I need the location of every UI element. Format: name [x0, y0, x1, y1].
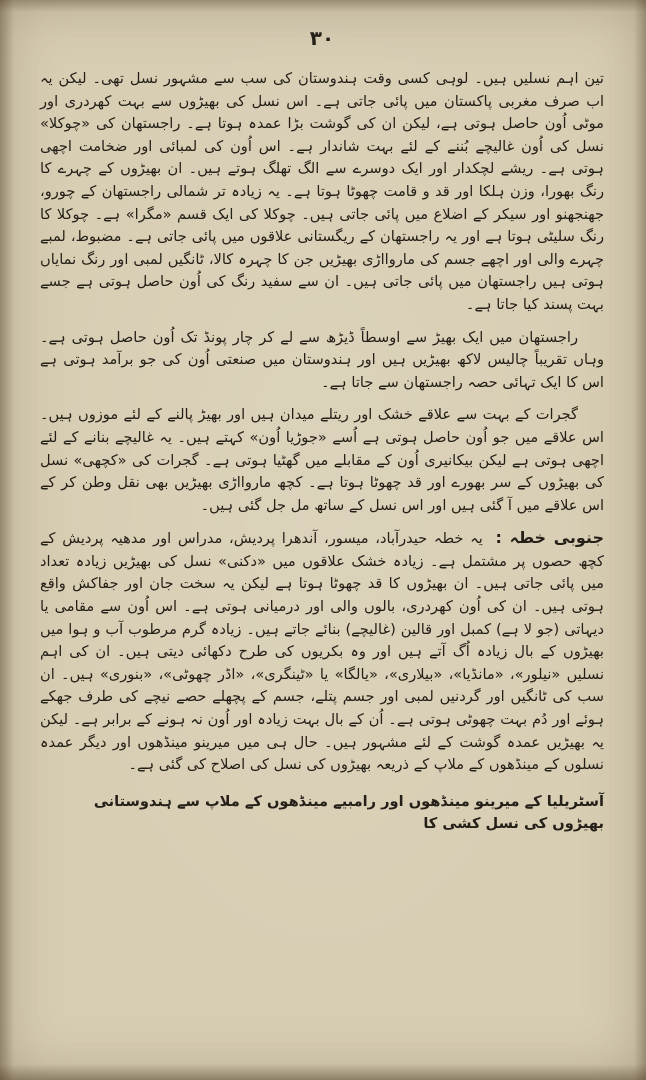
paragraph-gujarat-wool: گجرات کے بہت سے علاقے خشک اور ریتلے میدان ہیں اور بھیڑ پالنے کے لئے موزوں ہیں۔ اس علاقے میں جو اُون حاصل ہوتی ہے اُسے «جوڑیا اُون» کہتے ہیں۔ یہ غالیچے بنانے کے لئے اچھی ہوتی ہے لیکن بیکانیری اُون کے مقابلے میں گھٹیا ہوتی ہے۔ گجرات کی «کچھی» نسل کی بھیڑوں کے سر بھورے اور قد چھوٹا ہوتا ہے۔ کچھ ماروااڑی بھیڑیں بھی نقل وطن کر کے اس علاقے میں آ گئی ہیں اور اس نسل کے ساتھ مل جل گئی ہیں۔: [40, 406, 604, 514]
paragraph-south-region: [40, 527, 604, 777]
paragraph-south-region-text: یہ خطہ حیدرآباد، میسور، آندھرا پردیش، مدراس اور مدھیہ پردیش کے کچھ حصوں پر مشتمل ہے۔ زیادہ خشک علاقوں میں «دکنی» نسل کی بھیڑیں زیادہ تعداد میں پائی جاتی ہیں۔ ان بھیڑوں کا قد چھوٹا ہوتا ہے لیکن یہ سخت جان اور جفاکش واقع ہوتی ہیں۔ ان کی اُون کھردری، بالوں والی اور درمیانی ہوتی ہے۔ اس اُون سے مقامی یا دیہاتی (جو لا ہے) کمبل اور قالین (غالیچے) بنائے جاتے ہیں۔ زیادہ گرم مرطوب آب و ہوا میں بھیڑوں کے بال زیادہ اُگ آتے ہیں اور وہ بکریوں کی طرح دکھائی دیتی ہیں۔ ان کی اہم نسلیں «نیلور»، «مانڈیا»، «بیلاری»، «یالگا» یا «ٹینگری»، «اڈر چھوٹی»، «بنوری» ہیں۔ ان سب کی ٹانگیں اور گردنیں لمبی اور جسم پتلے، جسم کے پچھلے حصے نیچے کی طرف جھکے ہوئے اور دُم بہت چھوٹی ہوتی ہے۔ اُن کے بال بہت زیادہ اور اُون نہ ہونے کے برابر ہے۔ لیکن یہ بھیڑیں عمدہ گوشت کے لئے مشہور ہیں۔ حال ہی میں میرینو مینڈھوں اور دیگر عمدہ نسلوں کے مینڈھوں کے ملاپ کے ذریعہ بھیڑوں کی نسل کی اصلاح کی گئی ہے۔: [40, 530, 604, 774]
section-heading-south-region: جنوبی خطہ :: [495, 528, 604, 548]
paragraph-rajasthan-wool-yield: راجستھان میں ایک بھیڑ سے اوسطاً ڈیڑھ سے لے کر چار پونڈ تک اُون حاصل ہوتی ہے۔ وہاں تقریباً چالیس لاکھ بھیڑیں ہیں اور ہندوستان میں صنعتی اُون کی جو برآمد ہوتی ہے اس کا ایک تہائی حصہ راجستھان سے جاتا ہے۔: [40, 328, 604, 391]
paragraph-australia-merino: آسٹریلیا کے میرینو مینڈھوں اور رامبیے مینڈھوں کے ملاپ سے ہندوستانی بھیڑوں کی نسل کشی کا: [93, 792, 604, 833]
paragraph-breeds-overview: تین اہم نسلیں ہیں۔ لوہی کسی وقت ہندوستان کی سب سے مشہور نسل تھی۔ لیکن یہ اب صرف مغربی پاکستان میں پائی جاتی ہے۔ اس نسل کی بھیڑوں سے بہت کھردری اور موٹی اُون حاصل ہوتی ہے، لیکن ان کی گوشت بڑا عمدہ ہوتا ہے۔ راجستھان کی «چوکلا» نسل کی اُون غالیچے بُننے کے لئے بہت شاندار ہے۔ اس اُون کی لمبائی اور ضخامت اچھی ہوتی ہے۔ ریشے لچکدار اور ایک دوسرے سے الگ تھلگ ہوتے ہیں۔ ان بھیڑوں کے چہرے کا رنگ بھورا، وزن ہلکا اور قد و قامت چھوٹا ہوتا ہے۔ یہ زیادہ تر شمالی راجستھان کے چورو، جھنجھنو اور سیکر کے اضلاع میں پائی جاتی ہیں۔ چوکلا کی ایک قسم «مگرا» ہے۔ چوکلا کا رنگ سلیٹی ہوتا ہے اور یہ راجستھان کے ریگستانی علاقوں میں پائی جاتی ہے۔ مضبوط، لمبے چہرے والی اور اچھے جسم کی ماروااڑی بھیڑیں جن کا چہرہ کالا، ٹانگیں لمبی اور رنگ نمایاں ہوتی ہیں راجستھان میں پائی جاتی ہیں۔ ان سے سفید رنگ کی اُون حاصل ہوتی ہے جسے بہت پسند کیا جاتا ہے۔: [40, 70, 604, 313]
page-number: ۳۰: [309, 26, 335, 50]
